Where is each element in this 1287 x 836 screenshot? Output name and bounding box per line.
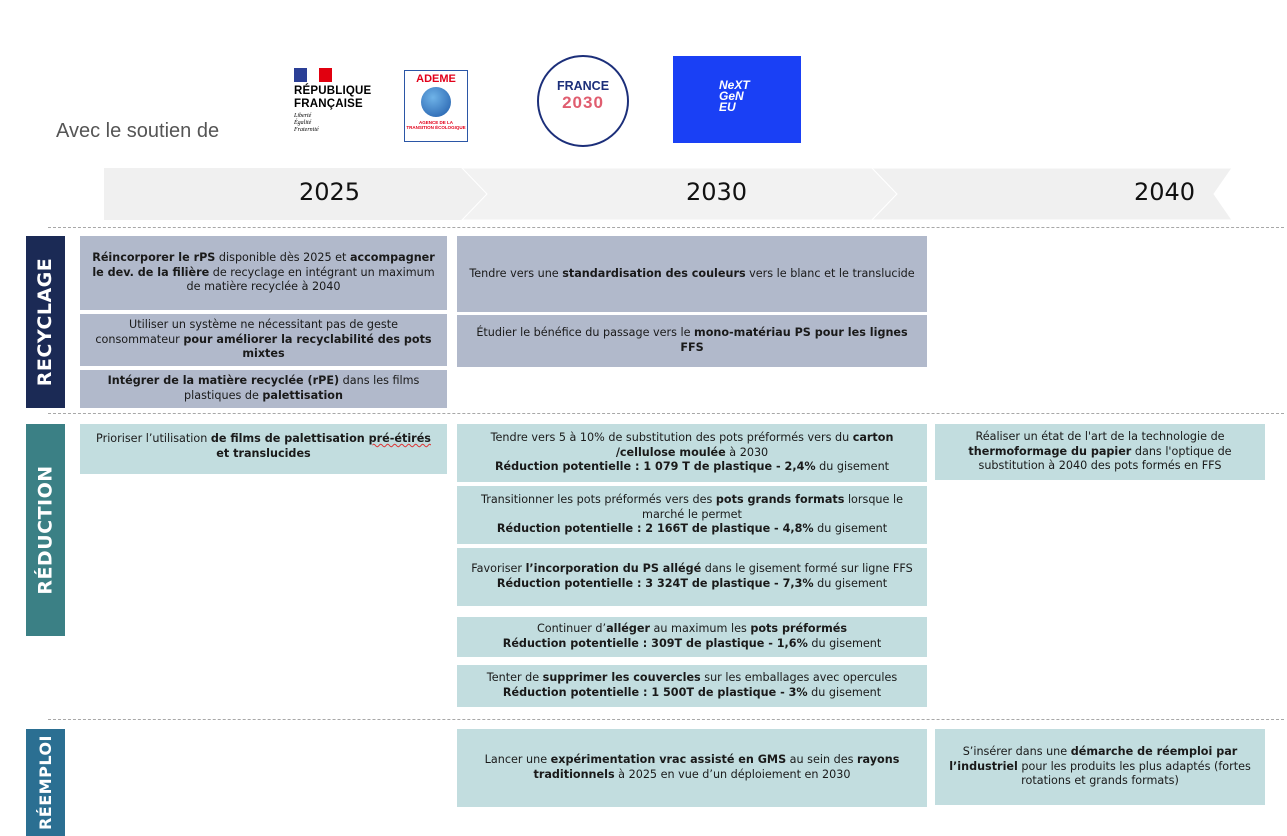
category-reemploi-label: RÉEMPLOI (36, 734, 56, 831)
reemploi-action-industriel: S’insérer dans une démarche de réemploi par l’industriel pour les produits les plus adaptés (fortes rotations et grands formats) (935, 729, 1265, 805)
separator (48, 719, 1284, 720)
rf-motto1: Liberté (294, 113, 312, 119)
reduction-action-thermoformage: Réaliser un état de l'art de la technologie de thermoformage du papier dans l'optique de substitution à 2040 des pots formés en FFS (935, 424, 1265, 480)
recyclage-action-couleurs: Tendre vers une standardisation des couleurs vers le blanc et le translucide (457, 236, 927, 312)
category-reduction-label: RÉDUCTION (34, 465, 57, 595)
rf-motto2: Égalité (294, 120, 312, 126)
reduction-action-grands-formats: Transitionner les pots préformés vers des pots grands formats lorsque le marché le permet Réduction potentielle : 2 166T de plastique - 4,8% du gisement (457, 486, 927, 544)
recyclage-action-rps: Réincorporer le rPS disponible dès 2025 et accompagner le dev. de la filière de recyclage en intégrant un maximum de matière recyclée à 2040 (80, 236, 447, 310)
timeline (104, 168, 1232, 220)
nextgen-line1: NeXT (719, 78, 750, 92)
reduction-action-alleger: Continuer d’alléger au maximum les pots préformés Réduction potentielle : 309T de plastique - 1,6% du gisement (457, 617, 927, 657)
ademe-logo (404, 70, 468, 142)
timeline-segment-2030 (462, 168, 897, 220)
year-2030: 2030 (686, 178, 748, 206)
year-2040: 2040 (1134, 178, 1196, 206)
timeline-arrows (104, 168, 1232, 220)
ademe-name: ADEME (416, 73, 456, 85)
reduction-action-couvercles: Tenter de supprimer les couvercles sur les emballages avec opercules Réduction potentielle : 1 500T de plastique - 3% du gisement (457, 665, 927, 707)
france-2030-logo (537, 55, 629, 147)
france2030-line2: 2030 (562, 93, 604, 112)
recyclage-action-geste: Utiliser un système ne nécessitant pas de geste consommateur pour améliorer la recyclabilité des pots mixtes (80, 314, 447, 366)
nextgen-line3: EU (719, 100, 736, 114)
rf-line1: RÉPUBLIQUE (294, 85, 372, 97)
france2030-line1: FRANCE (556, 79, 610, 93)
reduction-action-ps-allege: Favoriser l’incorporation du PS allégé dans le gisement formé sur ligne FFS Réduction potentielle : 3 324T de plastique - 7,3% du gisement (457, 548, 927, 606)
separator (48, 413, 1284, 414)
category-recyclage-label: RECYCLAGE (34, 257, 57, 387)
reduction-action-carton: Tendre vers 5 à 10% de substitution des pots préformés vers du carton /cellulose moulée à 2030 Réduction potentielle : 1 079 T de plastique - 2,4% du gisement (457, 424, 927, 482)
separator (48, 227, 1284, 228)
category-reemploi (26, 729, 65, 836)
republique-francaise-logo (294, 68, 384, 148)
ademe-subtitle: AGENCE DE LA TRANSITION ÉCOLOGIQUE (406, 120, 466, 130)
category-reduction (26, 424, 65, 636)
reduction-action-films: Prioriser l’utilisation de films de palettisation pré-étirés et translucides (80, 424, 447, 474)
marianne-flag-icon (294, 68, 332, 82)
rf-line2: FRANÇAISE (294, 98, 363, 110)
nextgen-eu-logo (673, 56, 801, 143)
recyclage-action-rpe: Intégrer de la matière recyclée (rPE) dans les films plastiques de palettisation (80, 370, 447, 408)
nextgen-line2: GeN (719, 89, 744, 103)
recyclage-action-mono-materiau: Étudier le bénéfice du passage vers le mono-matériau PS pour les lignes FFS (457, 315, 927, 367)
soutien-label: Avec le soutien de (56, 120, 220, 142)
reemploi-action-vrac: Lancer une expérimentation vrac assisté en GMS au sein des rayons traditionnels à 2025 en vue d’un déploiement en 2030 (457, 729, 927, 807)
category-recyclage (26, 236, 65, 408)
rf-motto3: Fraternité (294, 127, 319, 133)
year-2025: 2025 (299, 178, 361, 206)
timeline-segment-2025 (104, 168, 487, 220)
globe-icon (421, 87, 451, 117)
